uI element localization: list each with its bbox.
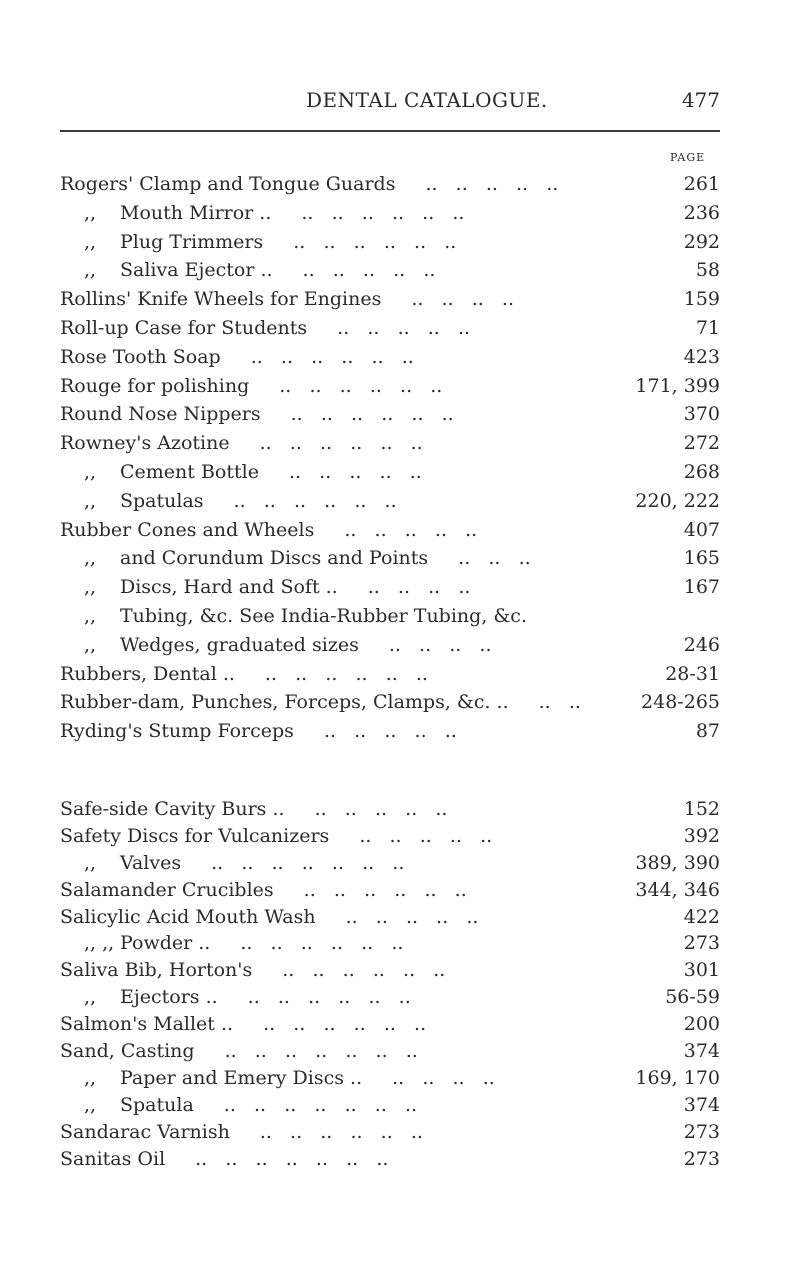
entry-page: 220, 222 (635, 489, 720, 512)
entry-label: Ryding's Stump Forceps (60, 720, 294, 743)
entry-label: Rubber Cones and Wheels (60, 518, 315, 541)
entry-label: Tubing, &c. See India-Rubber Tubing, &c. (120, 604, 527, 627)
entry-text (60, 796, 447, 823)
entry-text (60, 660, 428, 689)
dot-leader: .. .. .. .. .. .. .. (211, 851, 405, 874)
entry-label: Salmon's Mallet .. (60, 1013, 234, 1036)
entry-page: 272 (683, 432, 720, 455)
index-entry (60, 458, 720, 487)
index-entry (60, 429, 720, 458)
entry-text (60, 314, 470, 343)
entry-page: 292 (683, 230, 720, 253)
index-entry (60, 170, 720, 199)
dot-leader: .. .. .. .. .. .. (233, 489, 397, 512)
index-section-s (60, 796, 720, 1172)
dot-leader: .. .. .. .. .. (302, 259, 436, 282)
index-entry (60, 688, 720, 717)
dot-leader: .. .. .. .. .. .. (279, 374, 443, 397)
ditto-mark: ,, (84, 230, 97, 253)
dot-leader: .. .. .. .. .. (344, 518, 478, 541)
entry-text (84, 930, 403, 957)
entry-label: Plug Trimmers (120, 230, 264, 253)
index-entry (60, 877, 720, 904)
entry-label: Mouth Mirror .. (120, 201, 272, 224)
index-entry (60, 823, 720, 850)
header-rule (60, 130, 720, 132)
index-entry (60, 314, 720, 343)
entry-label: Roll-up Case for Students (60, 316, 308, 339)
entry-page: 392 (683, 824, 720, 847)
entry-page: 87 (695, 720, 720, 743)
index-entry (60, 850, 720, 877)
ditto-mark: ,, (84, 547, 97, 570)
entry-label: Cement Bottle (120, 460, 259, 483)
entry-text (60, 429, 423, 458)
entry-text (60, 1119, 423, 1146)
entry-text (84, 228, 456, 257)
ditto-mark: ,, (84, 460, 97, 483)
entry-label: Round Nose Nippers (60, 403, 261, 426)
index-entry (60, 400, 720, 429)
dot-leader: .. .. .. .. (392, 1066, 495, 1089)
entry-page: 374 (683, 1040, 720, 1063)
entry-page: 301 (683, 959, 720, 982)
entry-text (60, 823, 492, 850)
entry-page: 152 (683, 798, 720, 820)
dot-leader: .. .. .. .. .. .. (301, 201, 465, 224)
entry-page: 28-31 (665, 662, 720, 685)
entry-label: Salicylic Acid Mouth Wash (60, 905, 316, 928)
entry-page: 167 (683, 576, 720, 599)
entry-text (60, 343, 414, 372)
entry-text (60, 170, 558, 199)
entry-text (60, 372, 442, 401)
entry-label: Valves (120, 851, 182, 874)
ditto-mark: ,, (84, 489, 97, 512)
entry-label: Spatulas (120, 489, 204, 512)
entry-page: 273 (683, 1120, 720, 1143)
entry-label: Spatula (120, 1093, 194, 1116)
dot-leader: .. .. .. .. (411, 288, 515, 311)
entry-label: Rogers' Clamp and Tongue Guards (60, 173, 396, 195)
dot-leader: .. .. .. .. (367, 576, 471, 599)
ditto-mark: ,, (84, 633, 97, 656)
ditto-mark: ,, (84, 259, 97, 282)
entry-label: Saliva Bib, Horton's (60, 959, 253, 982)
dot-leader: .. .. .. .. .. .. (259, 1120, 423, 1143)
entry-label: Rollins' Knife Wheels for Engines (60, 288, 382, 311)
entry-page: 370 (683, 403, 720, 426)
entry-label: Safe-side Cavity Burs .. (60, 798, 285, 820)
dot-leader: .. .. .. .. .. .. (263, 1013, 427, 1036)
entry-page: 165 (683, 547, 720, 570)
dot-leader: .. .. .. .. .. .. (259, 432, 423, 455)
entry-label: Saliva Ejector .. (120, 259, 273, 282)
entry-label: Rouge for polishing (60, 374, 250, 397)
dot-leader: .. .. .. .. .. .. .. (223, 1093, 418, 1116)
entry-text (84, 256, 435, 285)
dot-leader: .. .. .. .. .. .. .. (195, 1147, 389, 1170)
entry-label: Paper and Emery Discs .. (120, 1066, 363, 1089)
entry-label: Sanitas Oil (60, 1147, 166, 1170)
index-entry (60, 1065, 720, 1092)
dot-leader: .. .. .. .. .. .. (247, 986, 411, 1009)
dot-leader: .. .. .. .. .. .. (293, 230, 457, 253)
index-entry (60, 343, 720, 372)
entry-text (84, 487, 397, 516)
dot-leader: .. .. .. .. .. (323, 720, 457, 743)
index-entry (60, 1092, 720, 1119)
index-section-r (60, 170, 720, 746)
ditto-mark: ,, (84, 986, 97, 1009)
entry-label: Sand, Casting (60, 1040, 195, 1063)
entry-label: Sandarac Varnish (60, 1120, 230, 1143)
entry-page: 261 (683, 173, 720, 195)
entry-page: 407 (683, 518, 720, 541)
ditto-mark: ,, (84, 576, 97, 599)
entry-page: 374 (683, 1093, 720, 1116)
entry-page: 422 (683, 905, 720, 928)
dot-leader: .. .. .. .. .. (345, 905, 479, 928)
dot-leader: .. .. .. .. (388, 633, 492, 656)
entry-text (60, 877, 467, 904)
dot-leader: .. .. .. .. .. .. (250, 345, 414, 368)
entry-text (84, 544, 531, 573)
index-entry (60, 717, 720, 746)
dot-leader: .. .. .. (458, 547, 531, 570)
entry-text (84, 199, 464, 228)
index-entry (60, 573, 720, 602)
entry-page: 248-265 (641, 691, 720, 714)
entry-text (84, 458, 422, 487)
index-entry (60, 285, 720, 314)
entry-text (84, 984, 411, 1011)
entry-text (84, 631, 492, 660)
entry-page: 273 (683, 1147, 720, 1170)
dot-leader: .. .. .. .. .. (425, 173, 559, 195)
ditto-mark: ,, ,, (84, 932, 115, 955)
entry-text (60, 516, 477, 545)
entry-text (84, 573, 470, 602)
dot-leader: .. .. .. .. .. .. (240, 932, 404, 955)
dot-leader: .. .. .. .. .. (288, 460, 422, 483)
entry-page: 58 (695, 259, 720, 282)
entry-page: 236 (683, 201, 720, 224)
dot-leader: .. .. .. .. .. (359, 824, 493, 847)
index-entry (60, 1146, 720, 1173)
dot-leader: .. .. .. .. .. .. (264, 662, 428, 685)
dot-leader: .. .. .. .. .. .. .. (224, 1040, 418, 1063)
entry-text (84, 602, 527, 631)
entry-text (84, 1065, 495, 1092)
index-entry (60, 631, 720, 660)
index-entry (60, 957, 720, 984)
entry-page: 56-59 (665, 986, 720, 1009)
index-entry (60, 984, 720, 1011)
entry-label: Rubber-dam, Punches, Forceps, Clamps, &c. .. (60, 691, 509, 714)
ditto-mark: ,, (84, 201, 97, 224)
dot-leader: .. .. (538, 691, 581, 714)
entry-text (60, 904, 478, 931)
ditto-mark: ,, (84, 1093, 97, 1116)
entry-label: Ejectors .. (120, 986, 218, 1009)
entry-text (60, 717, 457, 746)
entry-page: 246 (683, 633, 720, 656)
index-entry (60, 199, 720, 228)
entry-label: Rose Tooth Soap (60, 345, 221, 368)
entry-label: and Corundum Discs and Points (120, 547, 429, 570)
ditto-mark: ,, (84, 851, 97, 874)
page-number: 477 (681, 88, 720, 112)
page-column-label: PAGE (670, 151, 706, 164)
entry-text (60, 400, 454, 429)
entry-text (60, 1038, 418, 1065)
entry-label: Powder .. (120, 932, 211, 955)
index-entry (60, 256, 720, 285)
index-entry (60, 930, 720, 957)
index-entry (60, 516, 720, 545)
dot-leader: .. .. .. .. .. .. (282, 959, 446, 982)
entry-page: 268 (683, 460, 720, 483)
dot-leader: .. .. .. .. .. (337, 316, 471, 339)
index-entry (60, 1011, 720, 1038)
entry-page: 389, 390 (635, 851, 720, 874)
ditto-mark: ,, (84, 1066, 97, 1089)
page-header (60, 88, 720, 124)
ditto-mark: ,, (84, 604, 97, 627)
entry-text (60, 688, 581, 717)
entry-label: Salamander Crucibles (60, 878, 274, 901)
entry-text (60, 957, 445, 984)
entry-text (60, 1011, 426, 1038)
entry-page: 159 (683, 288, 720, 311)
index-entry (60, 544, 720, 573)
entry-label: Safety Discs for Vulcanizers (60, 824, 330, 847)
index-entry (60, 904, 720, 931)
index-entry (60, 487, 720, 516)
dot-leader: .. .. .. .. .. .. (303, 878, 467, 901)
entry-page: 273 (683, 932, 720, 955)
running-title: DENTAL CATALOGUE. (306, 88, 548, 112)
entry-page: 171, 399 (635, 374, 720, 397)
index-entry (60, 228, 720, 257)
entry-label: Rubbers, Dental .. (60, 662, 235, 685)
entry-page: 200 (683, 1013, 720, 1036)
entry-text (60, 1146, 388, 1173)
entry-text (84, 850, 404, 877)
index-entry (60, 372, 720, 401)
index-entry (60, 602, 720, 631)
entry-text (60, 285, 514, 314)
dot-leader: .. .. .. .. .. .. (290, 403, 454, 426)
index-entry (60, 1038, 720, 1065)
entry-page: 169, 170 (635, 1066, 720, 1089)
dot-leader: .. .. .. .. .. (314, 798, 448, 820)
index-entry (60, 796, 720, 823)
entry-page: 344, 346 (635, 878, 720, 901)
entry-page: 71 (695, 316, 720, 339)
entry-text (84, 1092, 417, 1119)
entry-page: 423 (683, 345, 720, 368)
index-entry (60, 1119, 720, 1146)
entry-label: Rowney's Azotine (60, 432, 230, 455)
entry-label: Discs, Hard and Soft .. (120, 576, 338, 599)
index-entry (60, 660, 720, 689)
entry-label: Wedges, graduated sizes (120, 633, 359, 656)
